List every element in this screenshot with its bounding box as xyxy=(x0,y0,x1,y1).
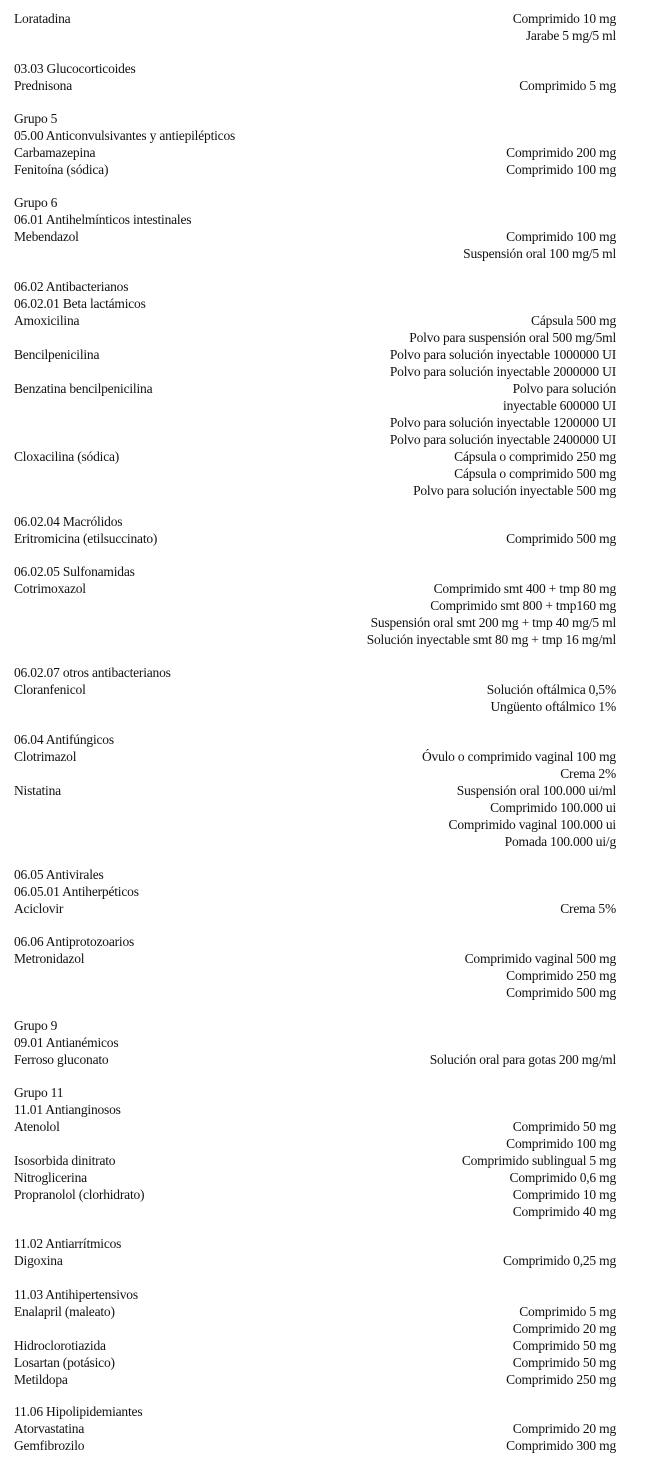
dosage-form-label: Comprimido 200 mg xyxy=(506,145,616,160)
drug-or-section-label: 06.02.04 Macrólidos xyxy=(14,514,123,529)
dosage-form-label: Comprimido 250 mg xyxy=(506,1372,616,1387)
dosage-form-label: Comprimido 0,6 mg xyxy=(509,1170,616,1185)
dosage-form-label: Comprimido 100 mg xyxy=(506,1136,616,1151)
drug-or-section-label: 11.03 Antihipertensivos xyxy=(14,1287,138,1302)
dosage-form-label: Crema 2% xyxy=(560,766,616,781)
drug-or-section-label: 06.02.01 Beta lactámicos xyxy=(14,296,146,311)
dosage-form-label: Crema 5% xyxy=(560,901,616,916)
dosage-form-label: Jarabe 5 mg/5 ml xyxy=(525,28,616,43)
dosage-form-label: Comprimido 5 mg xyxy=(519,1304,616,1319)
drug-or-section-label: Prednisona xyxy=(14,78,72,93)
drug-or-section-label: Grupo 11 xyxy=(14,1085,64,1100)
drug-or-section-label: Eritromicina (etilsuccinato) xyxy=(14,531,158,546)
dosage-form-label: Polvo para solución inyectable 1000000 UI xyxy=(389,347,616,362)
dosage-form-label: Solución oftálmica 0,5% xyxy=(486,682,616,697)
drug-or-section-label: 11.02 Antiarrítmicos xyxy=(14,1236,122,1251)
drug-or-section-label: Clotrimazol xyxy=(14,749,77,764)
dosage-form-label: Comprimido 50 mg xyxy=(512,1338,616,1353)
drug-or-section-label: 11.01 Antianginosos xyxy=(14,1102,121,1117)
drug-or-section-label: 06.06 Antiprotozoarios xyxy=(14,934,135,949)
drug-or-section-label: Nistatina xyxy=(14,783,61,798)
dosage-form-label: Polvo para solución inyectable 500 mg xyxy=(413,483,616,498)
dosage-form-label: Comprimido vaginal 100.000 ui xyxy=(448,817,616,832)
drug-or-section-label: Atenolol xyxy=(14,1119,60,1134)
dosage-form-label: Polvo para solución inyectable 1200000 UI xyxy=(389,415,616,430)
dosage-form-label: Comprimido 500 mg xyxy=(506,985,616,1000)
drug-or-section-label: Cloranfenicol xyxy=(14,682,86,697)
drug-or-section-label: Propranolol (clorhidrato) xyxy=(14,1187,145,1202)
drug-or-section-label: Metildopa xyxy=(14,1372,68,1387)
drug-or-section-label: Ferroso gluconato xyxy=(14,1052,109,1067)
drug-or-section-label: Bencilpenicilina xyxy=(14,347,100,362)
drug-or-section-label: Grupo 6 xyxy=(14,195,58,210)
dosage-form-label: Comprimido 250 mg xyxy=(506,968,616,983)
dosage-form-label: Cápsula o comprimido 500 mg xyxy=(454,466,616,481)
dosage-form-label: Ungüento oftálmico 1% xyxy=(490,699,616,714)
drug-or-section-label: 06.05 Antivirales xyxy=(14,867,104,882)
drug-or-section-label: Losartan (potásico) xyxy=(14,1355,115,1370)
dosage-form-label: Polvo para suspensión oral 500 mg/5ml xyxy=(409,330,616,345)
drug-or-section-label: 06.02.07 otros antibacterianos xyxy=(14,665,171,680)
dosage-form-label: Polvo para solución inyectable 2000000 UI xyxy=(389,364,616,379)
dosage-form-label: Comprimido 0,25 mg xyxy=(502,1253,616,1268)
dosage-form-label: Comprimido 300 mg xyxy=(506,1438,616,1453)
dosage-form-label: Polvo para solución inyectable 2400000 UI xyxy=(389,432,616,447)
dosage-form-label: Comprimido 20 mg xyxy=(512,1321,616,1336)
dosage-form-label: Comprimido 40 mg xyxy=(512,1204,616,1219)
drug-or-section-label: 06.01 Antihelmínticos intestinales xyxy=(14,212,192,227)
drug-or-section-label: Grupo 9 xyxy=(14,1018,58,1033)
drug-or-section-label: Mebendazol xyxy=(14,229,79,244)
dosage-form-label: Óvulo o comprimido vaginal 100 mg xyxy=(421,749,616,764)
drug-or-section-label: Carbamazepina xyxy=(14,145,96,160)
drug-or-section-label: Hidroclorotiazida xyxy=(14,1338,106,1353)
drug-or-section-label: Cloxacilina (sódica) xyxy=(14,449,120,464)
dosage-form-label: Comprimido sublingual 5 mg xyxy=(461,1153,616,1168)
drug-or-section-label: Gemfibrozilo xyxy=(14,1438,85,1453)
dosage-form-label: Suspensión oral smt 200 mg + tmp 40 mg/5 ml xyxy=(370,615,616,630)
drug-or-section-label: Amoxicilina xyxy=(14,313,80,328)
dosage-form-label: Cápsula 500 mg xyxy=(531,313,616,328)
drug-or-section-label: 09.01 Antianémicos xyxy=(14,1035,119,1050)
drug-or-section-label: 06.02.05 Sulfonamidas xyxy=(14,564,135,579)
drug-or-section-label: Atorvastatina xyxy=(14,1421,85,1436)
dosage-form-label: Comprimido 10 mg xyxy=(512,11,616,26)
dosage-form-label: Comprimido smt 400 + tmp 80 mg xyxy=(433,581,616,596)
drug-or-section-label: Fenitoína (sódica) xyxy=(14,162,109,177)
dosage-form-label: Pomada 100.000 ui/g xyxy=(504,834,616,849)
drug-or-section-label: Isosorbida dinitrato xyxy=(14,1153,116,1168)
dosage-form-label: Comprimido 50 mg xyxy=(512,1119,616,1134)
dosage-form-label: Solución inyectable smt 80 mg + tmp 16 mg/ml xyxy=(366,632,616,647)
drug-or-section-label: Loratadina xyxy=(14,11,71,26)
drug-or-section-label: 06.05.01 Antiherpéticos xyxy=(14,884,139,899)
drug-or-section-label: 06.04 Antifúngicos xyxy=(14,732,114,747)
drug-or-section-label: Benzatina bencilpenicilina xyxy=(14,381,153,396)
drug-or-section-label: Metronidazol xyxy=(14,951,85,966)
drug-or-section-label: Cotrimoxazol xyxy=(14,581,86,596)
drug-or-section-label: 05.00 Anticonvulsivantes y antiepilépticos xyxy=(14,128,236,143)
dosage-form-label: Comprimido 20 mg xyxy=(512,1421,616,1436)
dosage-form-label: Comprimido 50 mg xyxy=(512,1355,616,1370)
dosage-form-label: inyectable 600000 UI xyxy=(503,398,616,413)
dosage-form-label: Comprimido 500 mg xyxy=(506,531,616,546)
dosage-form-label: Comprimido 5 mg xyxy=(519,78,616,93)
dosage-form-label: Comprimido 100 mg xyxy=(506,229,616,244)
drug-or-section-label: Digoxina xyxy=(14,1253,63,1268)
dosage-form-label: Suspensión oral 100 mg/5 ml xyxy=(463,246,616,261)
drug-or-section-label: Aciclovir xyxy=(14,901,64,916)
dosage-form-label: Cápsula o comprimido 250 mg xyxy=(454,449,616,464)
dosage-form-label: Polvo para solución xyxy=(512,381,616,396)
drug-or-section-label: Enalapril (maleato) xyxy=(14,1304,115,1319)
dosage-form-label: Comprimido vaginal 500 mg xyxy=(464,951,616,966)
drug-or-section-label: 03.03 Glucocorticoides xyxy=(14,61,136,76)
drug-or-section-label: 06.02 Antibacterianos xyxy=(14,279,129,294)
dosage-form-label: Comprimido smt 800 + tmp160 mg xyxy=(430,598,616,613)
drug-or-section-label: Nitroglicerina xyxy=(14,1170,87,1185)
dosage-form-label: Solución oral para gotas 200 mg/ml xyxy=(429,1052,616,1067)
dosage-form-label: Comprimido 100.000 ui xyxy=(490,800,616,815)
dosage-form-label: Suspensión oral 100.000 ui/ml xyxy=(456,783,616,798)
drug-or-section-label: Grupo 5 xyxy=(14,111,58,126)
dosage-form-label: Comprimido 100 mg xyxy=(506,162,616,177)
dosage-form-label: Comprimido 10 mg xyxy=(512,1187,616,1202)
drug-or-section-label: 11.06 Hipolipidemiantes xyxy=(14,1404,143,1419)
